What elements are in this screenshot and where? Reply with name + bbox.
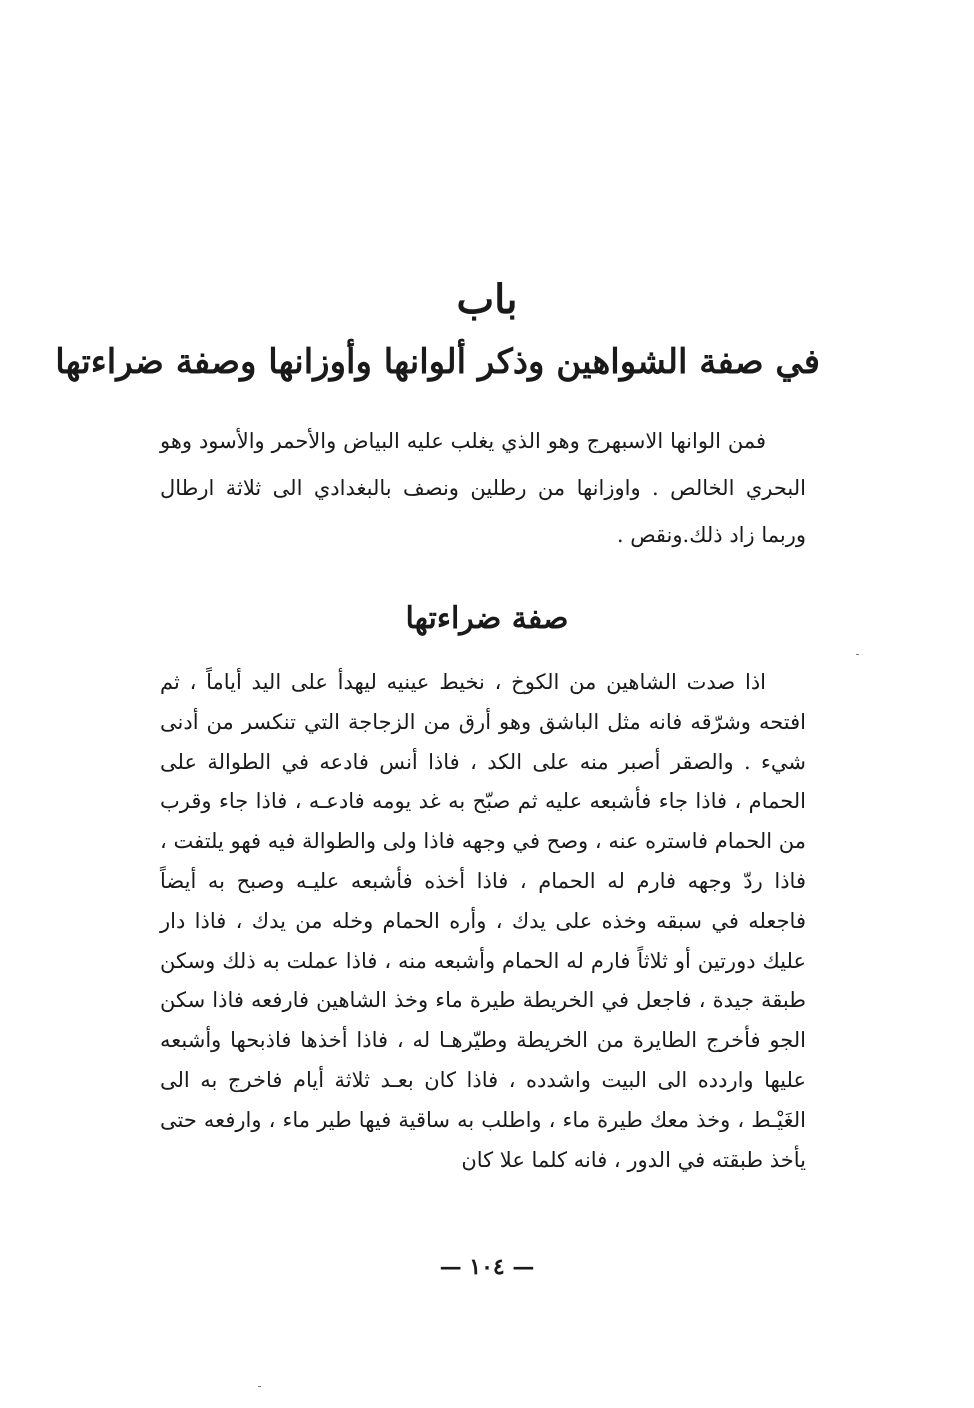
section-heading: صفة ضراءتها xyxy=(405,601,569,636)
body-paragraph: اذا صدت الشاهين من الكوخ ، نخيط عينيه ليهدأ على اليد أياماً ، ثم افتحه وشرّقه فانه مثل الباشق وهو أرق من الزجاجة التي تنكسر من أدنى شيء . والصقر أصبر منه على الكد ، فاذا أنس فادعه في الطوالة على الحمام ، فاذا جاء فأشبعه عليه ثم صبّح به غد يومه فادعـه ، فاذا جاء وقرب من الحمام فاستره عنه ، وصح في وجهه فاذا ولى والطوالة فيه فهو يلتفت ، فاذا ردّ وجهه فارم له الحمام ، فاذا أخذه فأشبعه عليـه وصبح به أيضاً فاجعله في سبقه وخذه على يدك ، وأره الحمام وخله من يدك ، فاذا دار عليك دورتين أو ثلاثاً فارم له الحمام وأشبعه منه ، فاذا عملت به ذلك وسكن طبقة جيدة ، فاجعل في الخريطة طيرة ماء وخذ الشاهين فارفعه فاذا سكن الجو فأخرج الطايرة من الخريطة وطيّرهـا له ، فاذا أخذها فاذبحها وأشبعه عليها واردده الى البيت واشدده ، فاذا كان بعـد ثلاثة أيام فاخرج به الى الغَيْـط ، وخذ معك طيرة ماء ، واطلب به ساقية فيها طير ماء ، وارفعه حتى يأخذ طبقته في الدور ، فانه كلما علا كان xyxy=(160,670,806,1172)
page-number: — ١٠٤ — xyxy=(439,1254,535,1280)
chapter-word: باب xyxy=(456,276,518,323)
chapter-title: في صفة الشواهين وذكر ألوانها وأوزانها وصفة ضراءتها xyxy=(55,342,820,382)
intro-paragraph: فمن الوانها الاسبهرج وهو الذي يغلب عليه البياض والأحمر والأسود وهو البحري الخالص . واوزانها من رطلين ونصف بالبغدادي الى ثلاثة ارطال وربما زاد ذلك.ونقص . xyxy=(160,429,806,547)
scan-speck xyxy=(258,1386,261,1387)
scan-speck xyxy=(856,654,859,655)
